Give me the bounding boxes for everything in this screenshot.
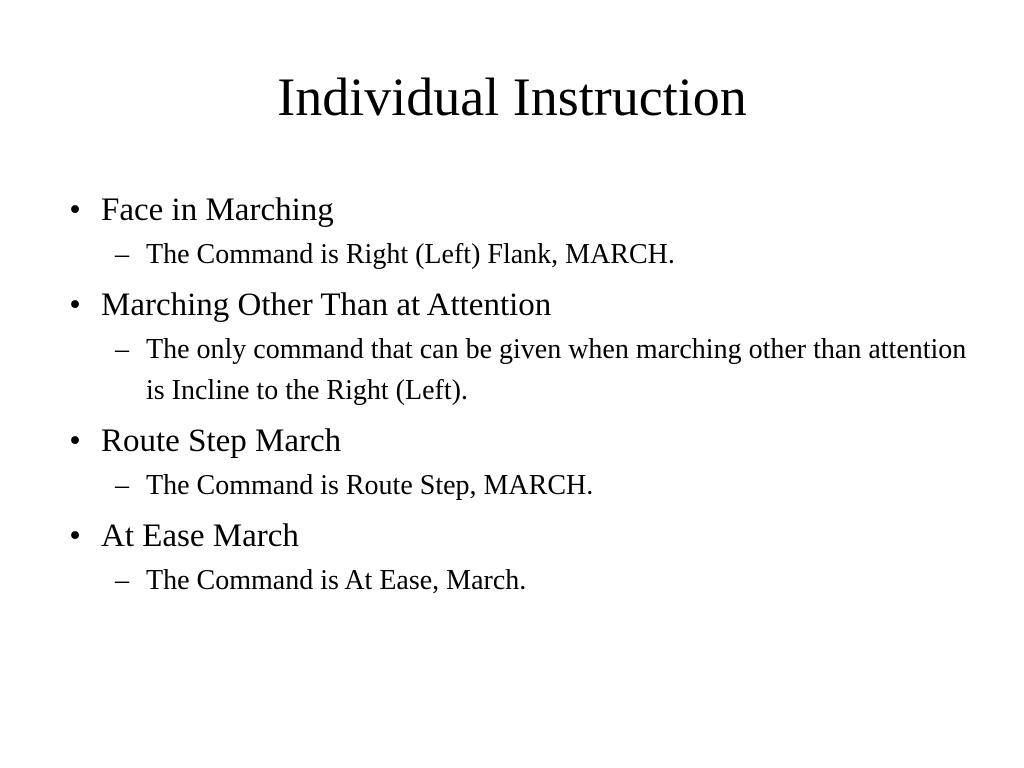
dash-icon: – [115,470,129,501]
dash-icon: – [115,334,129,365]
bullet-list [60,190,970,611]
sub-bullet-text: The Command is Route Step, MARCH. [146,470,594,501]
bullet-icon: • [69,287,81,323]
bullet-icon: • [69,518,81,554]
bullet-text: Marching Other Than at Attention [101,287,552,323]
sub-bullet-list [101,560,970,601]
dash-icon: – [115,239,129,270]
bullet-item [60,190,970,275]
bullet-text: At Ease March [101,518,299,554]
sub-bullet-item [101,465,970,506]
bullet-text: Route Step March [101,423,342,459]
bullet-item [60,516,970,601]
sub-bullet-item [101,234,970,275]
sub-bullet-text: The only command that can be given when marching other than attention is Incline to the Right (Left). [146,334,967,406]
sub-bullet-text: The Command is Right (Left) Flank, MARCH. [146,239,675,270]
sub-bullet-item [101,560,970,601]
dash-icon: – [115,565,129,596]
bullet-icon: • [69,423,81,459]
sub-bullet-list [101,234,970,275]
bullet-icon: • [69,192,81,228]
sub-bullet-text: The Command is At Ease, March. [146,565,527,596]
bullet-item [60,285,970,411]
sub-bullet-list [101,329,970,411]
sub-bullet-item [101,329,970,411]
bullet-item [60,421,970,506]
sub-bullet-list [101,465,970,506]
bullet-text: Face in Marching [101,192,334,228]
slide-title: Individual Instruction [277,67,747,127]
